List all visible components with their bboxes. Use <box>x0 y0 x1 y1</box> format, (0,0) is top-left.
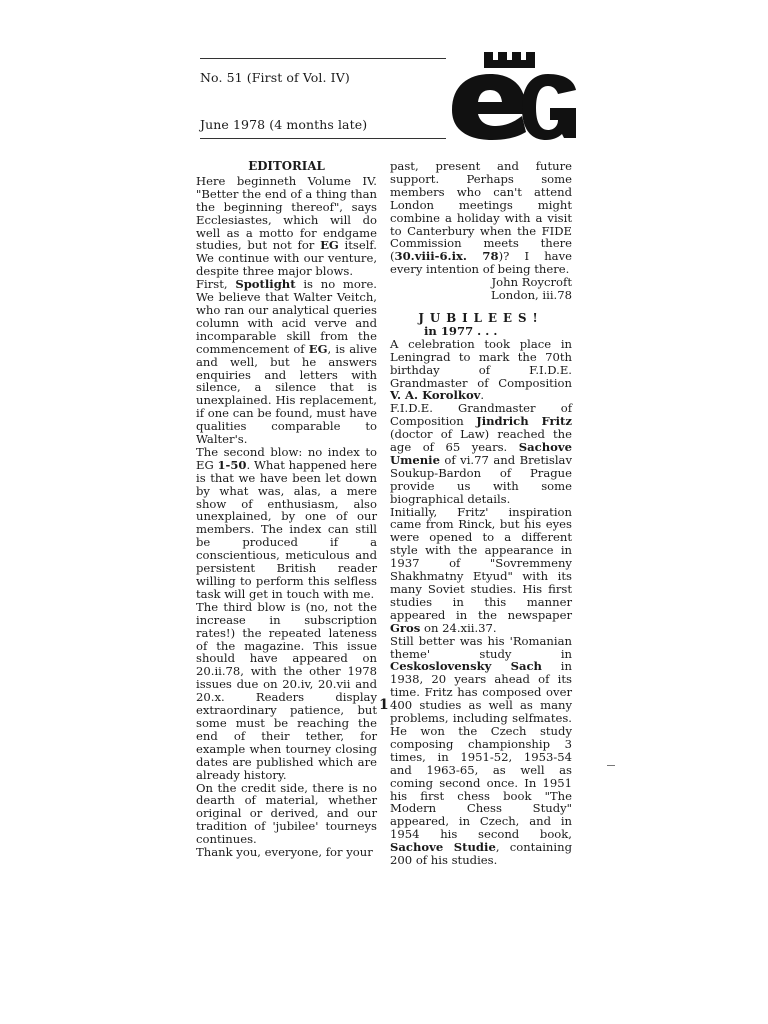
header-rule-top <box>200 58 446 59</box>
body-paragraph: Initially, Fritz' inspiration came from Rinck, but his eyes were opened to a different style with the appearance in 1937 of "Sovremmeny Shakhmatny Etyud" with its many Soviet studies. His first studies in this manner appeared in the newspaper Gros on 24.xii.37. <box>390 504 572 635</box>
body-paragraph: The second blow: no index to EG 1-50. What happened here is that we have been let down by what was, alas, a mere show of enthusiasm, also unexplained, by one of our members. The index can still be produced if a conscientious, meticulous and persistent British reader willing to perform this selfless task will get in touch with me. <box>196 444 377 601</box>
body-paragraph: F.I.D.E. Grandmaster of Composition Jindrich Fritz (doctor of Law) reached the age of 65 years. Sachove Umenie of vi.77 and Bretislav Soukup-Bardon of Prague provide us with some biographical details. <box>390 401 572 506</box>
body-paragraph: On the credit side, there is no dearth of material, whether original or derived, and our tradition of 'jubilee' tourneys continues. <box>196 780 377 847</box>
margin-mark <box>607 765 615 766</box>
body-paragraph: Here beginneth Volume IV. "Better the end of a thing than the beginning thereof", says Ecclesiastes, which will do well as a motto for endgame studies, but not for EG itself. We continue with our venture, despite three major blows. <box>196 173 377 279</box>
eg-logo <box>448 50 578 140</box>
body-paragraph: The third blow is (no, not the increase in subscription rates!) the repeated lateness of the magazine. This issue should have appeared on 20.ii.78, with the other 1978 issues due on 20.iv, 20.vii and 20.x. Readers display extraordinary patience, but some must be reaching the end of their tether, for example when tourney closing dates are published which are already history. <box>196 599 377 782</box>
editorial-paragraphs <box>196 160 377 859</box>
left-column <box>196 160 377 859</box>
issue-number: No. 51 (First of Vol. IV) <box>200 70 350 85</box>
right-column <box>390 160 572 867</box>
jubilees-paragraphs <box>390 160 572 867</box>
jubilees-subtitle: in 1977 . . . <box>424 323 498 338</box>
tower-battlements <box>484 52 535 68</box>
body-paragraph: Thank you, everyone, for your <box>196 845 373 860</box>
body-paragraph: Still better was his 'Romanian theme' study in Ceskoslovensky Sach in 1938, 20 years ahead of its time. Fritz has composed over 400 studies as well as many problems, including selfmates. He won the Czech study composing championship 3 times, in 1951-52, 1953-54 and 1963-65, as well as coming second once. In 1951 his first chess book "The Modern Chess Study" appeared, in Czech, and in 1954 his second book, Sachove Studie, containing 200 of his studies. <box>390 633 572 868</box>
jubilees-title: JUBILEES! <box>418 310 544 325</box>
logo-g <box>522 74 576 140</box>
issue-date: June 1978 (4 months late) <box>200 117 368 132</box>
editorial-title: EDITORIAL <box>248 159 325 173</box>
signature-line: London, iii.78 <box>491 288 572 303</box>
header-rule-bottom <box>200 138 446 139</box>
logo-e <box>452 74 526 140</box>
signature-line: John Roycroft <box>491 275 572 290</box>
page-number: 1 <box>379 697 389 713</box>
body-paragraph: A celebration took place in Leningrad to mark the 70th birthday of F.I.D.E. Grandmaster of Composition V. A. Korolkov. <box>390 336 572 403</box>
body-paragraph: First, Spotlight is no more. We believe that Walter Veitch, who ran our analytical queries column with acid verve and incomparable skill from the commencement of EG, is alive and well, but he answers enquiries and letters with silence, a silence that is unexplained. His replacement, if one can be found, must have qualities comparable to Walter's. <box>196 277 377 447</box>
body-paragraph: past, present and future support. Perhaps some members who can't attend London meetings might combine a holiday with a visit to Canterbury when the FIDE Commission meets there (30.viii-6.ix. 78)? I have every intention of being there. <box>390 159 573 277</box>
